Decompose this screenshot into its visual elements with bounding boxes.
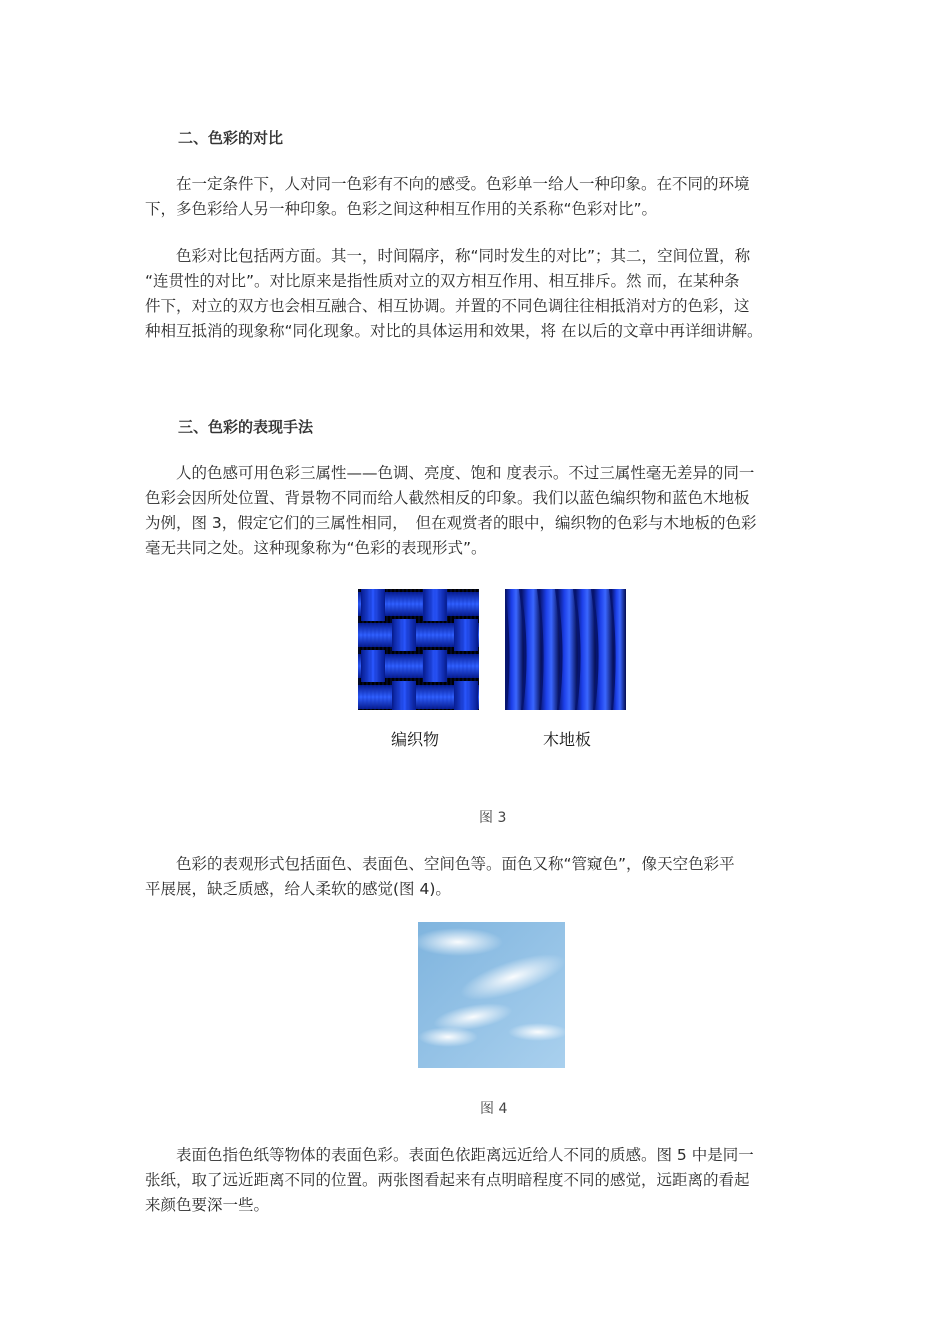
text-line: 为例，图 3，假定它们的三属性相同， 但在观赏者的眼中，编织物的色彩与木地板的色彩: [145, 514, 757, 532]
text-line: 来颜色要深一些。: [145, 1196, 270, 1214]
section-heading-expression: 三、色彩的表现手法: [178, 418, 314, 436]
figure-3-caption: 图 3: [479, 810, 507, 826]
text-line: 人的色感可用色彩三属性——色调、亮度、饱和 度表示。不过三属性毫无差异的同一: [145, 464, 755, 482]
text-line: 色彩对比包括两方面。其一，时间隔序，称“同时发生的对比”；其二，空间位置，称: [145, 247, 751, 265]
sky-image: [418, 922, 565, 1068]
text-line: 在一定条件下，人对同一色彩有不向的感受。色彩单一给人一种印象。在不同的环境: [145, 175, 750, 193]
paragraph-surface-color-distance: [145, 1143, 817, 1218]
woven-fabric-label: 编织物: [391, 730, 440, 749]
text-line: 件下，对立的双方也会相互融合、相互协调。并置的不同色调往往相抵消对方的色彩，这: [145, 297, 750, 315]
text-line: 色彩会因所处位置、背景物不同而给人截然相反的印象。我们以蓝色编织物和蓝色木地板: [145, 489, 750, 507]
wood-floor-label: 木地板: [543, 730, 592, 749]
paragraph-contrast-detail: [145, 244, 817, 344]
paragraph-contrast-intro: [145, 172, 817, 222]
text-line: 种相互抵消的现象称“同化现象。对比的具体运用和效果，将 在以后的文章中再详细讲解。: [145, 322, 763, 340]
woven-fabric-image: [358, 589, 479, 710]
text-line: 表面色指色纸等物体的表面色彩。表面色依距离远近给人不同的质感。图 5 中是同一: [145, 1146, 754, 1164]
paragraph-expression-intro: [145, 461, 817, 561]
wood-floor-image: [505, 589, 626, 710]
text-line: 下，多色彩给人另一种印象。色彩之间这种相互作用的关系称“色彩对比”。: [145, 200, 658, 218]
text-line: 色彩的表观形式包括面色、表面色、空间色等。面色又称“管窥色”，像天空色彩平: [145, 855, 735, 873]
text-line: 张纸，取了远近距离不同的位置。两张图看起来有点明暗程度不同的感觉，远距离的看起: [145, 1171, 750, 1189]
figure-4-caption: 图 4: [480, 1101, 508, 1117]
text-line: “连贯性的对比”。对比原来是指性质对立的双方相互作用、相互排斥。然 而，在某种条: [145, 272, 740, 290]
text-line: 毫无共同之处。这种现象称为“色彩的表现形式”。: [145, 539, 487, 557]
section-heading-contrast: 二、色彩的对比: [178, 129, 284, 147]
paragraph-surface-color: [145, 852, 817, 902]
text-line: 平展展，缺乏质感，给人柔软的感觉(图 4)。: [145, 880, 451, 898]
